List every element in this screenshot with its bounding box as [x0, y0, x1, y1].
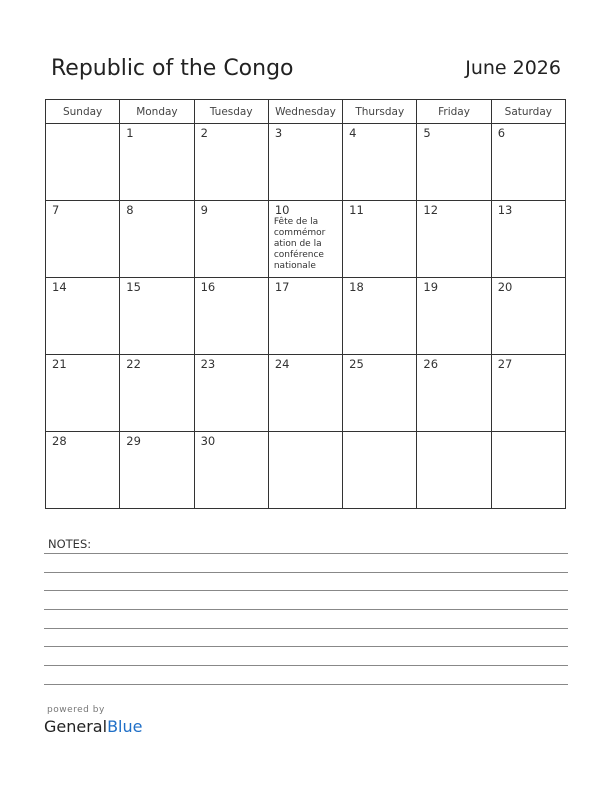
notes-line — [44, 590, 568, 591]
day-number: 29 — [126, 434, 141, 448]
weekday-friday: Friday — [417, 100, 491, 124]
holiday-label: Fête de la commémor ation de la conférence nationale — [273, 217, 326, 271]
week-row — [46, 432, 566, 509]
weekday-wednesday: Wednesday — [268, 100, 342, 124]
day-cell — [343, 278, 417, 355]
day-number: 21 — [52, 357, 67, 371]
calendar-country-title: Republic of the Congo — [51, 56, 294, 81]
day-cell — [194, 355, 268, 432]
day-cell — [194, 124, 268, 201]
week-row — [46, 201, 566, 278]
day-number: 10 — [274, 203, 290, 217]
day-cell — [120, 124, 194, 201]
week-row — [46, 278, 566, 355]
day-number: 23 — [200, 357, 216, 371]
day-number: 27 — [497, 357, 513, 371]
calendar-grid — [45, 99, 566, 509]
day-number: 2 — [200, 126, 208, 140]
day-cell — [268, 124, 342, 201]
day-number: 16 — [200, 280, 216, 294]
day-number: 18 — [349, 280, 364, 294]
day-cell — [194, 278, 268, 355]
day-cell — [417, 278, 491, 355]
day-cell — [46, 124, 120, 201]
day-cell — [120, 355, 194, 432]
day-cell — [417, 124, 491, 201]
weekday-thursday: Thursday — [343, 100, 417, 124]
day-number: 12 — [423, 203, 439, 217]
notes-line — [44, 665, 568, 666]
day-number: 1 — [126, 126, 134, 140]
weekday-monday: Monday — [120, 100, 194, 124]
notes-line — [44, 609, 568, 610]
day-number: 19 — [423, 280, 439, 294]
day-number: 25 — [349, 357, 364, 371]
day-cell — [194, 432, 268, 509]
day-number: 20 — [497, 280, 513, 294]
day-number: 17 — [274, 280, 290, 294]
day-number: 6 — [497, 126, 506, 140]
day-cell — [46, 355, 120, 432]
notes-line — [44, 628, 568, 629]
day-number: 4 — [349, 126, 357, 140]
day-cell — [343, 432, 417, 509]
day-cell — [417, 355, 491, 432]
day-number: 26 — [423, 357, 439, 371]
day-number: 13 — [497, 203, 513, 217]
weekday-header-row — [46, 100, 566, 124]
weekday-sunday: Sunday — [46, 100, 120, 124]
day-cell — [343, 355, 417, 432]
day-cell — [46, 201, 120, 278]
day-number: 8 — [126, 203, 134, 217]
day-cell — [268, 201, 342, 278]
day-cell — [46, 432, 120, 509]
day-number: 3 — [274, 126, 283, 140]
day-number: 14 — [52, 280, 67, 294]
day-cell — [268, 278, 342, 355]
brand-blue: Blue — [107, 717, 143, 736]
week-row — [46, 355, 566, 432]
day-number: 22 — [126, 357, 141, 371]
day-cell — [343, 201, 417, 278]
day-number: 11 — [349, 203, 364, 217]
day-cell — [120, 432, 194, 509]
notes-line — [44, 646, 568, 647]
day-cell — [417, 201, 491, 278]
generalblue-logo — [44, 717, 142, 736]
day-cell — [491, 201, 565, 278]
day-cell — [194, 201, 268, 278]
day-cell — [268, 355, 342, 432]
day-cell — [491, 124, 565, 201]
calendar-month-title: June 2026 — [465, 57, 561, 79]
day-number: 28 — [52, 434, 67, 448]
notes-line — [44, 684, 568, 685]
day-cell — [491, 355, 565, 432]
brand-general: General — [44, 717, 108, 736]
day-cell — [343, 124, 417, 201]
notes-line — [44, 553, 568, 554]
powered-by-text: powered by — [47, 705, 105, 715]
day-number: 9 — [200, 203, 208, 217]
day-cell — [417, 432, 491, 509]
day-cell — [491, 278, 565, 355]
day-cell — [120, 201, 194, 278]
weekday-saturday: Saturday — [491, 100, 565, 124]
notes-line — [44, 572, 568, 573]
week-row — [46, 124, 566, 201]
day-number: 30 — [200, 434, 216, 448]
day-cell — [120, 278, 194, 355]
notes-label: NOTES: — [48, 537, 92, 551]
day-number: 5 — [423, 126, 431, 140]
day-cell — [491, 432, 565, 509]
day-number: 24 — [274, 357, 290, 371]
day-cell — [46, 278, 120, 355]
day-cell — [268, 432, 342, 509]
day-number: 7 — [52, 203, 60, 217]
day-number: 15 — [126, 280, 141, 294]
weekday-tuesday: Tuesday — [194, 100, 268, 124]
